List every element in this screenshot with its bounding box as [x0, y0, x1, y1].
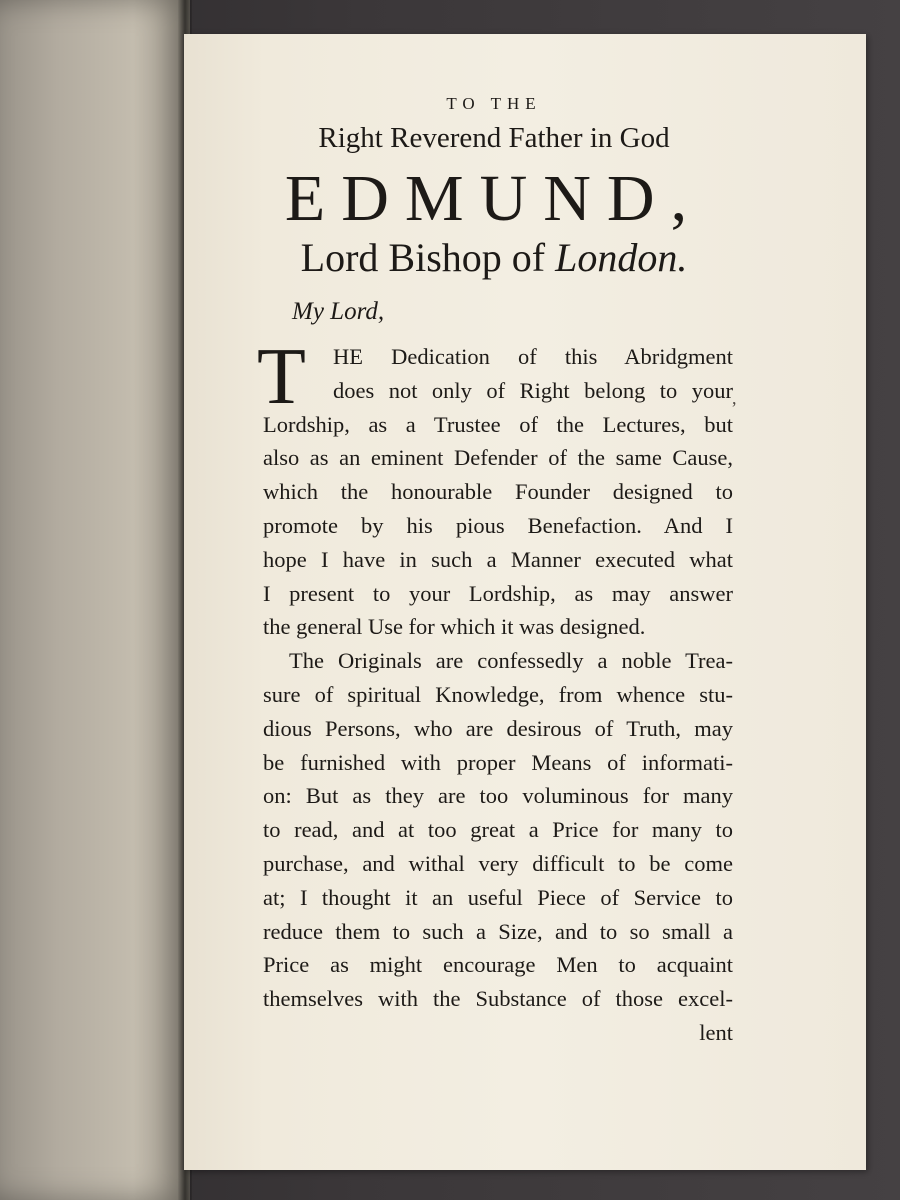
body-line: at; I thought it an useful Piece of Service to — [263, 884, 733, 910]
body-line: dious Persons, who are desirous of Truth, may — [263, 715, 733, 741]
body-line: which the honourable Founder designed to — [263, 479, 733, 505]
body-line: Price as might encourage Men to acquaint — [263, 952, 733, 978]
salutation: My Lord, — [292, 298, 385, 325]
dedication-page — [184, 34, 866, 1170]
body-line: promote by his pious Benefaction. And I — [263, 512, 733, 538]
ink-mark: , — [732, 388, 737, 408]
body-line: to read, and at too great a Price for many to — [263, 817, 733, 843]
body-line: be furnished with proper Means of informati- — [263, 749, 733, 775]
body-line: sure of spiritual Knowledge, from whence stu- — [263, 681, 733, 707]
body-line: reduce them to such a Size, and to so small a — [263, 918, 733, 944]
facing-page — [0, 0, 190, 1200]
body-line: HE Dedication of this Abridgment — [333, 344, 733, 369]
body-line: Lordship, as a Trustee of the Lectures, but — [263, 411, 733, 437]
catchword: lent — [699, 1019, 733, 1045]
body-line: I present to your Lordship, as may answer — [263, 580, 733, 606]
body-line: The Originals are confessedly a noble Trea- — [289, 648, 733, 674]
body-line: purchase, and withal very difficult to be come — [263, 850, 733, 876]
body-line: hope I have in such a Manner executed what — [263, 546, 733, 572]
page-text — [184, 34, 866, 1170]
body-line: on: But as they are too voluminous for many — [263, 783, 733, 809]
heading-bishop — [184, 234, 804, 281]
body-line: themselves with the Substance of those excel- — [263, 986, 733, 1012]
facing-page-bleed-text — [0, 0, 190, 1200]
body-line: also as an eminent Defender of the same Cause, — [263, 445, 733, 471]
dedication-body — [257, 333, 733, 1050]
body-line: the general Use for which it was designed. — [263, 614, 646, 640]
heading-name: EDMUND, — [284, 162, 704, 235]
heading-right-reverend: Right Reverend Father in God — [318, 122, 670, 154]
heading-to-the: TO THE — [446, 94, 542, 113]
drop-cap: T — [257, 333, 306, 421]
heading-bishop-prefix: Lord Bishop of — [300, 235, 556, 280]
body-line: does not only of Right belong to your — [333, 377, 733, 403]
heading-bishop-city: London. — [555, 235, 688, 280]
